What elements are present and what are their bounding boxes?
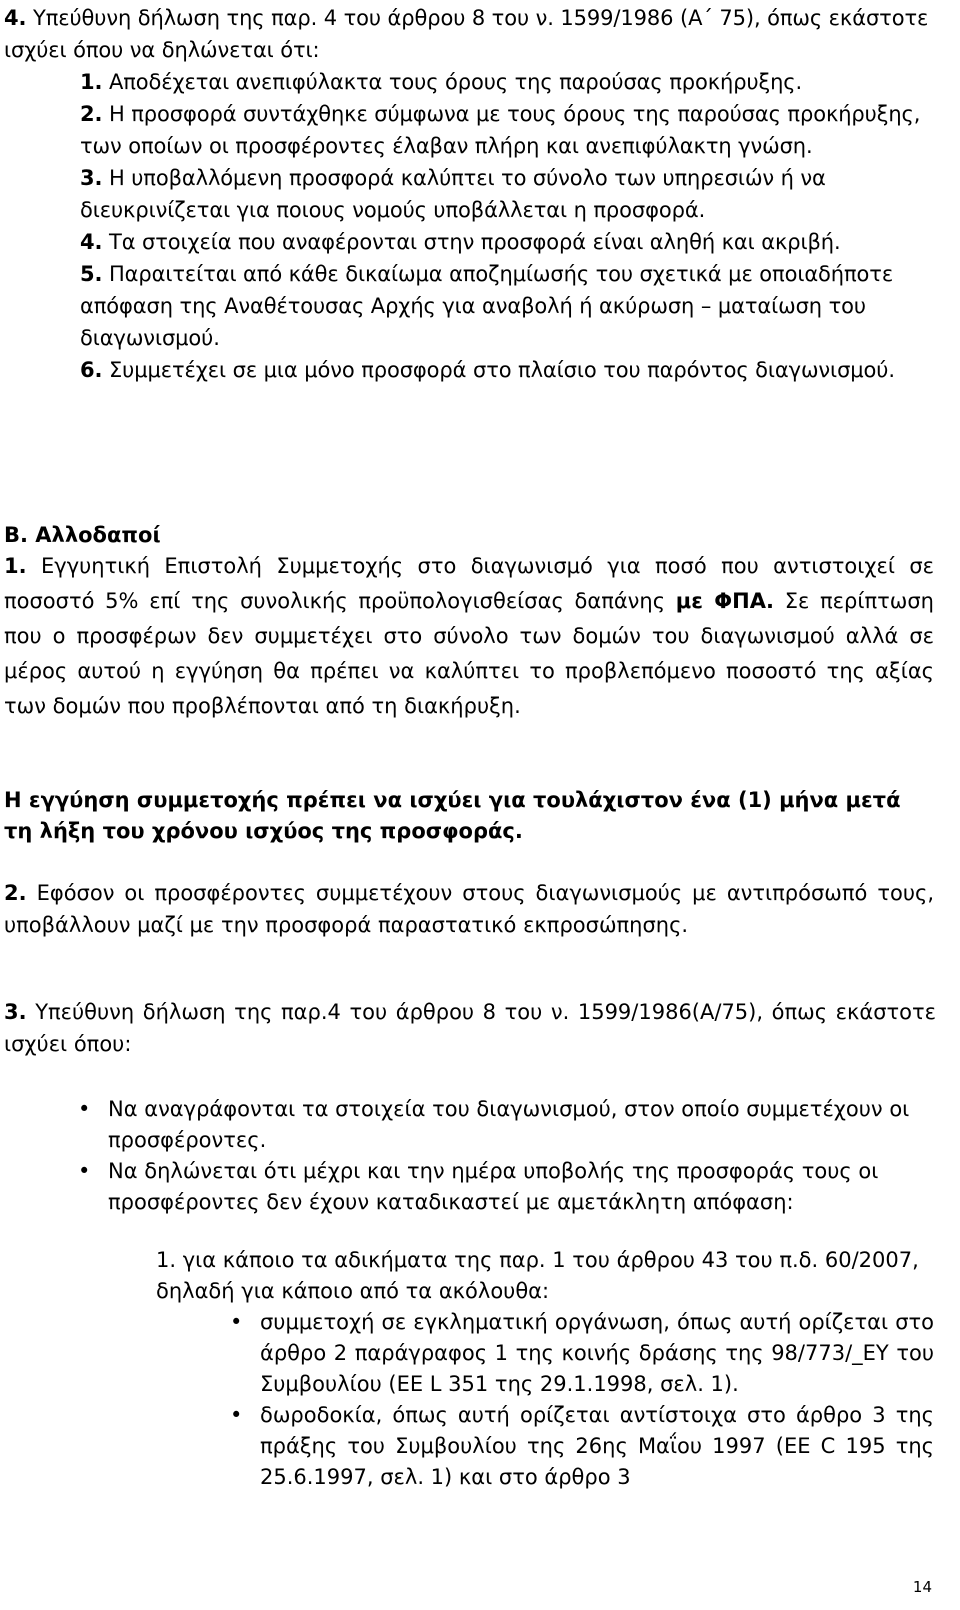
statement-item xyxy=(80,258,939,354)
representative-number: 2. xyxy=(4,881,27,905)
statement-number: 3. xyxy=(80,166,103,190)
representative-paragraph xyxy=(4,877,934,941)
declaration-bullet-item xyxy=(78,1156,938,1218)
statement-item xyxy=(80,354,939,386)
statement-number: 2. xyxy=(80,102,103,126)
declaration-paragraph xyxy=(4,996,936,1060)
declaration-number: 3. xyxy=(4,1000,27,1024)
offence-subitem-text: για κάποιο τα αδικήματα της παρ. 1 του άρθρου 43 του π.δ. 60/2007, δηλαδή για κάποιο από τα ακόλουθα: xyxy=(156,1248,919,1303)
bullet-icon: • xyxy=(230,1310,243,1334)
offence-bullet-item xyxy=(230,1400,934,1493)
bullet-icon: • xyxy=(78,1159,91,1183)
page-number: 14 xyxy=(912,1578,932,1596)
section-b-heading: Β. Αλλοδαποί xyxy=(4,523,161,547)
guarantee-validity-note: Η εγγύηση συμμετοχής πρέπει να ισχύει για τουλάχιστον ένα (1) μήνα μετά τη λήξη του χρόνου ισχύος της προσφοράς. xyxy=(4,788,901,843)
offence-bullet-text: συμμετοχή σε εγκληματική οργάνωση, όπως αυτή ορίζεται στο άρθρο 2 παράγραφος 1 της κοινής δράσης της 98/773/_ΕΥ του Συμβουλίου (ΕΕ L 351 της 29.1.1998, σελ. 1). xyxy=(260,1310,934,1396)
statement-item xyxy=(80,98,939,162)
offence-bullet-text: δωροδοκία, όπως αυτή ορίζεται αντίστοιχα στο άρθρο 3 της πράξης του Συμβουλίου της 26ης Μαΐου 1997 (ΕΕ C 195 της 25.6.1997, σελ. 1) και στο άρθρο 3 xyxy=(260,1403,934,1489)
guarantee-letter-bold-text: με ΦΠΑ. xyxy=(675,589,774,613)
statement-text: Παραιτείται από κάθε δικαίωμα αποζημίωσής του σχετικά με οποιαδήποτε απόφαση της Αναθέτουσας Αρχής για αναβολή ή ακύρωση – ματαίωση του διαγωνισμού. xyxy=(80,262,894,350)
statement-item xyxy=(80,226,939,258)
statement-text: Η προσφορά συντάχθηκε σύμφωνα με τους όρους της παρούσας προκήρυξης, των οποίων οι προσφέροντες έλαβαν πλήρη και ανεπιφύλακτη γνώση. xyxy=(80,102,921,158)
bullet-text: Να αναγράφονται τα στοιχεία του διαγωνισμού, στον οποίο συμμετέχουν οι προσφέροντες. xyxy=(108,1097,910,1152)
representative-text: Εφόσον οι προσφέροντες συμμετέχουν στους διαγωνισμούς με αντιπρόσωπό τους, υποβάλλουν μαζί με την προσφορά παραστατικό εκπροσώπησης. xyxy=(4,881,934,937)
statement-number: 6. xyxy=(80,358,103,382)
intro-number: 4. xyxy=(4,6,27,30)
intro-statement-block xyxy=(4,2,939,386)
statement-text: Συμμετέχει σε μια μόνο προσφορά στο πλαίσιο του παρόντος διαγωνισμού. xyxy=(108,358,895,382)
guarantee-letter-paragraph xyxy=(4,549,934,724)
intro-paragraph xyxy=(4,2,939,66)
statement-item xyxy=(80,66,939,98)
declaration-bullet-item xyxy=(78,1094,938,1156)
statement-number: 4. xyxy=(80,230,103,254)
guarantee-letter-number: 1. xyxy=(4,554,27,578)
statement-text: Η υποβαλλόμενη προσφορά καλύπτει το σύνολο των υπηρεσιών ή να διευκρινίζεται για ποιους νομούς υποβάλλεται η προσφορά. xyxy=(80,166,826,222)
offence-bullet-list xyxy=(230,1307,934,1493)
statement-number: 1. xyxy=(80,70,103,94)
bullet-icon: • xyxy=(78,1097,91,1121)
statement-item xyxy=(80,162,939,226)
guarantee-letter-text-start: Εγγυητική Επιστολή Συμμετοχής στο διαγωνισμό για ποσό που αντιστοιχεί σε ποσοστό 5% επί της συνολικής προϋπολογισθείσας δαπάνης xyxy=(4,554,934,613)
bullet-text: Να δηλώνεται ότι μέχρι και την ημέρα υποβολής της προσφοράς τους οι προσφέροντες δεν έχουν καταδικαστεί με αμετάκλητη απόφαση: xyxy=(108,1159,879,1214)
declaration-text: Υπεύθυνη δήλωση της παρ.4 του άρθρου 8 του ν. 1599/1986(Α/75), όπως εκάστοτε ισχύει όπου: xyxy=(4,1000,936,1056)
statement-text: Τα στοιχεία που αναφέρονται στην προσφορά είναι αληθή και ακριβή. xyxy=(108,230,841,254)
offence-subitem xyxy=(156,1245,936,1307)
declaration-bullet-list xyxy=(78,1094,938,1218)
offence-bullet-item xyxy=(230,1307,934,1400)
offence-subitem-number: 1. xyxy=(156,1248,177,1272)
statement-number: 5. xyxy=(80,262,103,286)
guarantee-letter-text-end: Σε περίπτωση που ο προσφέρων δεν συμμετέχει στο σύνολο των δομών του διαγωνισμού αλλά σε μέρος αυτού η εγγύηση θα πρέπει να καλύπτει το προβλεπόμενο ποσοστό της αξίας των δομών που προβλέπονται από τη διακήρυξη. xyxy=(4,589,934,718)
statement-list xyxy=(80,66,939,386)
statement-text: Αποδέχεται ανεπιφύλακτα τους όρους της παρούσας προκήρυξης. xyxy=(108,70,803,94)
intro-text: Υπεύθυνη δήλωση της παρ. 4 του άρθρου 8 του ν. 1599/1986 (Α΄ 75), όπως εκάστοτε ισχύει όπου να δηλώνεται ότι: xyxy=(4,6,929,62)
bullet-icon: • xyxy=(230,1403,243,1427)
